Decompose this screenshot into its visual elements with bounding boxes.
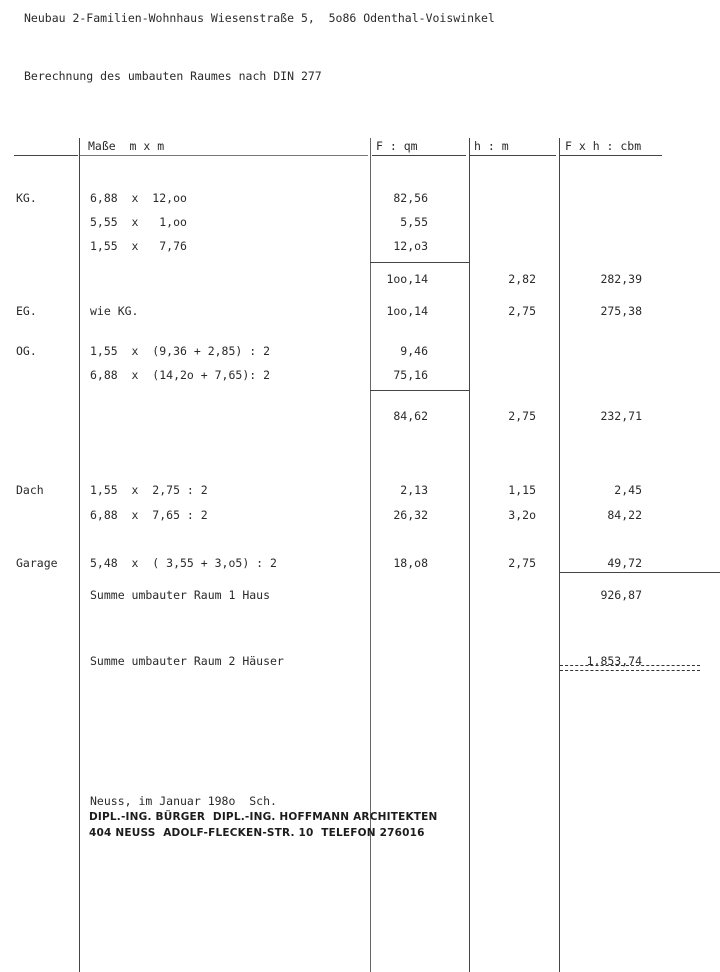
row-volume: 275,38	[600, 304, 642, 318]
row-area: 9,46	[400, 344, 428, 358]
row-volume: 2,45	[614, 483, 642, 497]
row-area: 26,32	[393, 508, 428, 522]
row-area: 5,55	[400, 215, 428, 229]
row-height: 2,75	[508, 556, 536, 570]
row-area: 82,56	[393, 191, 428, 205]
row-dims: 5,55 x 1,oo	[90, 215, 187, 229]
row-height: 3,2o	[508, 508, 536, 522]
header-rule-volume	[560, 155, 662, 156]
sum-one-label: Summe umbauter Raum 1 Haus	[90, 588, 271, 602]
row-area: 2,13	[400, 483, 428, 497]
row-volume: 232,71	[600, 409, 642, 423]
row-dims: 1,55 x (9,36 + 2,85) : 2	[90, 344, 271, 358]
row-height: 1,15	[508, 483, 536, 497]
header-rule-left	[14, 155, 78, 156]
row-dims: 5,48 x ( 3,55 + 3,o5) : 2	[90, 556, 277, 570]
column-divider-3	[469, 138, 470, 972]
row-area: 18,o8	[393, 556, 428, 570]
sum-two-value: 1.853,74	[586, 654, 642, 668]
row-dims: wie KG.	[90, 304, 139, 318]
document-subtitle: Berechnung des umbauten Raumes nach DIN 277	[24, 69, 322, 83]
subtotal-rule-og	[370, 390, 470, 391]
row-label: Dach	[16, 483, 44, 497]
subtotal-rule-kg	[370, 262, 470, 263]
header-height: h : m	[474, 139, 509, 153]
row-height: 2,82	[508, 272, 536, 286]
column-divider-2	[370, 138, 371, 972]
sum-one-value: 926,87	[600, 588, 642, 602]
row-volume: 49,72	[607, 556, 642, 570]
row-volume: 282,39	[600, 272, 642, 286]
row-label: Garage	[16, 556, 58, 570]
row-dims: 6,88 x (14,2o + 7,65): 2	[90, 368, 271, 382]
header-rule-dims	[80, 155, 368, 156]
row-dims: 6,88 x 12,oo	[90, 191, 187, 205]
header-area: F : qm	[376, 139, 418, 153]
sum-two-label: Summe umbauter Raum 2 Häuser	[90, 654, 284, 668]
row-dims: 6,88 x 7,65 : 2	[90, 508, 208, 522]
row-volume: 84,22	[607, 508, 642, 522]
row-height: 2,75	[508, 409, 536, 423]
row-label: OG.	[16, 344, 37, 358]
row-area: 1oo,14	[386, 304, 428, 318]
row-dims: 1,55 x 2,75 : 2	[90, 483, 208, 497]
row-label: KG.	[16, 191, 37, 205]
row-label: EG.	[16, 304, 37, 318]
column-divider-1	[79, 138, 80, 972]
column-divider-4	[559, 138, 560, 972]
header-dims: Maße m x m	[88, 139, 165, 153]
header-rule-area	[372, 155, 466, 156]
sum-rule-one	[560, 572, 720, 573]
architect-stamp-line-1: DIPL.-ING. BÜRGER DIPL.-ING. HOFFMANN ARCHITEKTEN	[89, 811, 438, 823]
row-height: 2,75	[508, 304, 536, 318]
place-date: Neuss, im Januar 198o Sch.	[90, 794, 277, 808]
row-area: 1oo,14	[386, 272, 428, 286]
row-area: 75,16	[393, 368, 428, 382]
row-area: 84,62	[393, 409, 428, 423]
header-volume: F x h : cbm	[565, 139, 642, 153]
header-rule-height	[470, 155, 556, 156]
document-title: Neubau 2-Familien-Wohnhaus Wiesenstraße 5, 5o86 Odenthal-Voiswinkel	[24, 11, 495, 25]
row-dims: 1,55 x 7,76	[90, 239, 187, 253]
architect-stamp-line-2: 404 NEUSS ADOLF-FLECKEN-STR. 10 TELEFON 276016	[89, 827, 425, 839]
row-area: 12,o3	[393, 239, 428, 253]
